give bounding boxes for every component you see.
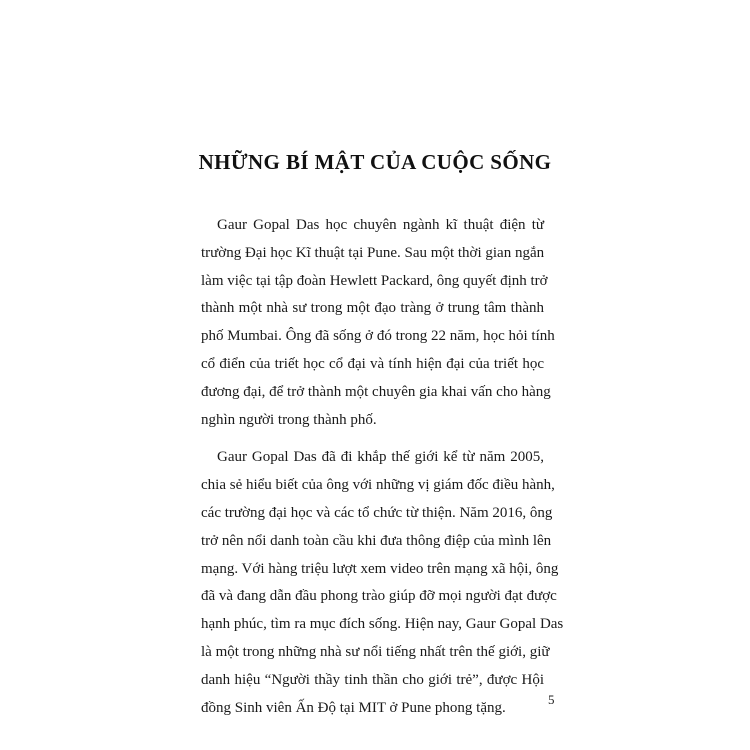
text-line: mạng. Với hàng triệu lượt xem video trên mạng xã hội, ông [201,560,559,577]
text-line: cổ điển của triết học cổ đại và tính hiện đại của triết học [201,355,544,372]
paragraph-1 [201,212,555,434]
text-line: đương đại, để trở thành một chuyên gia khai vấn cho hàng [201,383,551,400]
text-line: thành một nhà sư trong một đạo tràng ở trung tâm thành [201,300,544,317]
text-line: các trường đại học và các tổ chức từ thiện. Năm 2016, ông [201,504,553,521]
text-line: nghìn người trong thành phố. [201,411,377,428]
text-line: trường Đại học Kĩ thuật tại Pune. Sau một thời gian ngắn [201,244,545,261]
text-line: làm việc tại tập đoàn Hewlett Packard, ông quyết định trở [201,272,548,289]
chapter-title: NHỮNG BÍ MẬT CỦA CUỘC SỐNG [198,150,552,174]
text-line: đã và đang dẫn đầu phong trào giúp đỡ mọi người đạt được [201,588,557,605]
text-line: phố Mumbai. Ông đã sống ở đó trong 22 năm, học hỏi tính [201,328,555,345]
text-line: đồng Sinh viên Ấn Độ tại MIT ở Pune phong tặng. [201,699,506,716]
text-line: trở nên nổi danh toàn cầu khi đưa thông điệp của mình lên [201,532,552,549]
text-line: chia sẻ hiểu biết của ông với những vị giám đốc điều hành, [201,477,555,494]
text-line: Gaur Gopal Das đã đi khắp thế giới kể từ năm 2005, [217,449,544,466]
text-line: là một trong những nhà sư nổi tiếng nhất trên thế giới, giữ [201,643,550,660]
text-line: hạnh phúc, tìm ra mục đích sống. Hiện nay, Gaur Gopal Das [201,616,564,633]
page-number: 5 [548,692,555,707]
body-text [201,212,564,732]
text-line: danh hiệu “Người thầy tinh thần cho giới trẻ”, được Hội [201,671,544,688]
paragraph-2 [201,444,564,722]
text-line: Gaur Gopal Das học chuyên ngành kĩ thuật điện từ [217,217,544,233]
